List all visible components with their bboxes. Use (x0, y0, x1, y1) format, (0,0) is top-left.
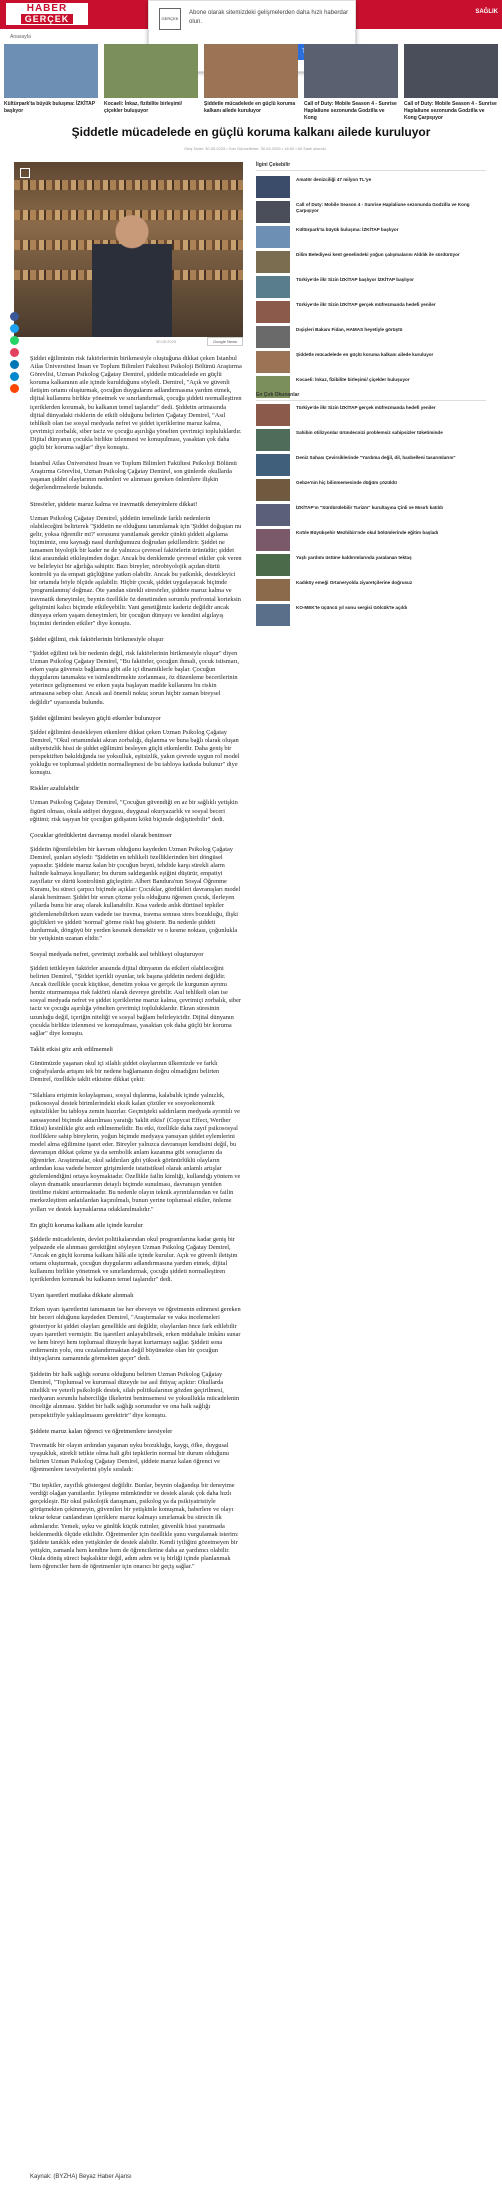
sidebar-news-thumbnail (256, 226, 290, 248)
article-paragraph: Şiddet eğilimini destekleyen etkenlere dikkat çeken Uzman Psikolog Çağatay Demirel, "Okul ortamındaki akran zorbalığı, dışlanma ve buna bağlı olarak oluşan aidiyetsizlik hissi de şiddet eğilimini besleyen güçlü etkenlerdir. Daha geniş bir perspektiften bakıldığında ise yoksulluk, eşitsizlik, yakın çevrede uygun rol model yokluğu ve toplumsal şiddetin normalleşmesi de bu tabloya katkıda bulunur" diye konuştu. (30, 728, 240, 777)
sidebar-news-thumbnail (256, 276, 290, 298)
sidebar-news-caption: Yaşlı yardımı üstüne kaldırımlarında yaralanan tektaş (296, 555, 412, 560)
sidebar-section-title: En Çok Okunanlar (256, 392, 300, 398)
article-paragraph: Şiddeti tetikleyen faktörler arasında dijital dünyanın da etkileri olabileceğini belirten Demirel, "Şiddet içerikli oyunlar, tek başına şiddetin nedeni değildir. Ancak özellikle çocuk küçükse, denetim yoksa ve gerçek ile kurgunun ayrımı henüz oturmamışsa risk faktörü olarak devreye girebilir. Asıl tehlikeli olan ise sosyal medyada nefret ve şiddet içeriklerine maruz kalma, çevrimiçi zorbalık, siber taciz ve çocuğu aşırılığa yönelten çevrimiçi topluluklardır. Ekran süresinin uzunluğu değil, içeriğin niteliği ve sosyal bağlam belirleyicidir. Dijital dünyanın çocukla birlikte izlenmesi ve konuşulması, yasaktan çok daha güçlü bir koruma sağlar" diye konuştu. (30, 965, 242, 1037)
sidebar-news-thumbnail (256, 301, 290, 323)
related-news-item[interactable] (104, 44, 198, 115)
sidebar-news-caption: Gebze'nin hiç bilinmemesinde düğüm çözüldü (296, 480, 397, 485)
article-subheading: Taklit etkisi göz ardı edilmemeli (30, 1045, 113, 1053)
hero-image (14, 162, 243, 337)
facebook-icon[interactable] (10, 312, 19, 321)
sidebar-news-caption: Türkiye'de ilk! Sizin İZKİTAP başlıyor İZKİTAP başlıyor (296, 277, 414, 282)
sidebar-news-thumbnail (256, 504, 290, 526)
article-source: Kaynak: (BYZHA) Beyaz Haber Ajansı (30, 2174, 132, 2180)
sidebar-news-thumbnail (256, 454, 290, 476)
notification-logo: GERÇEK (159, 8, 181, 30)
sidebar-news-thumbnail (256, 429, 290, 451)
sidebar-news-thumbnail (256, 251, 290, 273)
related-news-item[interactable] (204, 44, 298, 115)
reddit-icon[interactable] (10, 384, 19, 393)
sidebar-news-item[interactable] (256, 604, 492, 628)
related-news-caption: Call of Duty: Mobile Season 4 - Sunrise Haplaliune sezonunda Godzilla ve Kong Çarpışıyor (404, 101, 497, 121)
sidebar-news-item[interactable] (256, 226, 492, 250)
expand-icon[interactable] (20, 168, 30, 178)
related-news-caption: Call of Duty: Mobile Season 4 - Sunrise Haplaliune sezonunda Godzilla ve Kong (304, 101, 397, 121)
article-subheading: Riskler azaltılabilir (30, 785, 80, 793)
breadcrumb[interactable]: Anasayfa (10, 34, 31, 40)
sidebar-news-caption: Şiddetle mücadelede en güçlü koruma kalkanı ailede kuruluyor (296, 352, 434, 357)
article-body (30, 355, 242, 1579)
sidebar-news-item[interactable] (256, 201, 492, 225)
sidebar-news-thumbnail (256, 604, 290, 626)
sidebar-news-caption: KO-MEK'te üçüncü yıl sonu sergisi Gölcük'te açıldı (296, 605, 408, 610)
related-news-thumbnail (304, 44, 398, 98)
sidebar-news-item[interactable] (256, 479, 492, 503)
sidebar-news-item[interactable] (256, 301, 492, 325)
related-news-thumbnail (404, 44, 498, 98)
sidebar-news-caption: Dışişleri Bakanı Fidan, HAMAS heyetiyle görüştü (296, 327, 403, 332)
related-news-item[interactable] (404, 44, 498, 122)
sidebar-news-thumbnail (256, 554, 290, 576)
sidebar-news-item[interactable] (256, 554, 492, 578)
article-paragraph: Uzman Psikolog Çağatay Demirel, şiddetin temelinde farklı nedenlerin olabileceğini belirterek "Şiddetin ne olduğunu tanımlamak için 'Şiddet doğuştan mı gelir, yoksa öğrenilir mi?' sorusunu yanıtlamak gerekir çünkü şiddeti algılama biçimimiz, onu kaynağı nasıl durduğumuzu doğrudan şekillendirir. Şiddet ne tamamen biyolojik bir kader ne de yalnızca çevresel faktörlerin ürünüdür; şiddet ikisi arasındaki etkileşimden doğar. Ancak bu denklemde çevresel etkiler çok veren ve belirleyici bir ağırlığa sahiptir. Bazı bireyler, nörobiyolojik açıdan dürtü kontrolü ya da empati güçlüğüne yatkın olabilir. Ancak bu yatkınlık, destekleyici bir ortamda böyle ölçüde aşılabilir. Hiçbir çocuk, şiddet uygulayacak biçimde 'programlanmış' doğmaz. Öte yandan sürekli stresörler, şiddete maruz kalma ve travmatik deneyimler, beynin özellikle öz denetimden sorumlu prefrontal korteksin gelişimini kalıcı biçimde etkileyebilir. Yani genetiğimiz kaderiz değildir ancak dünyaya erken yaşam deneyimleri, bir çocuğun dünyayı ve kendini algılayış biçimini derinden etkiler" diye konuştu. (30, 514, 242, 627)
sidebar-news-item[interactable] (256, 504, 492, 528)
sidebar-news-caption: Kırtıle Büyükşehir Mezhibin'nde okul bölümlerinde eğitim başladı (296, 530, 439, 535)
article-subheading: Şiddete maruz kalan öğrenci ve öğretmenlere tavsiyeler (30, 1427, 173, 1435)
nav-item-saglik[interactable]: SAĞLIK (475, 9, 498, 15)
related-news-caption: Kocaeli: İnkaz, fizibilite birleşimi/ çiçekler buluşuyor (104, 101, 183, 114)
logo-line2: GERÇEK (21, 14, 74, 24)
article-subheading: Şiddet eğilimi, risk faktörlerinin birikmesiyle oluşur (30, 635, 164, 643)
article-paragraph: Şiddetin öğrenilebilen bir kavram olduğunu kaydeden Uzman Psikolog Çağatay Demirel, şunları söyledi: "Şiddetin en tehlikeli özelliklerinden biri döngüsel yapısıdır. Şiddete maruz kalan bir çocuğun beyni, tehdide karşı sürekli alarm halinde kalmaya koşullanır; bu durum saldırganlık eşiğini düşürür, empatiyi zayıflatır ve dürtü kontrolünü güçleştirir. Albert Bandura'nın Sosyal Öğrenme Kuramı, bu süreci çarpıcı biçimde açıklar: Çocuklar, gördükleri davranışları model alarak benimser. Şiddet bir sorun çözme yolu olduğunu öğrenen çocuk, ilerleyen yıllarda bunu bir araç olarak kullanabilir. Kısa vadede anlık dürtüsel tepkiler gözlemlenebilirken uzun vadede ise travma, travma sonrası stres bozukluğu, ilişki güçlükleri ve şiddeti 'normal' görme riski baş gösterir. Bu nedenle şiddeti durdurmak, döngüyü bir yerden kesmek demektir ve o kesme noktası, çoğunlukla bir yetişkinin uzanan elidir." (30, 845, 241, 942)
hero-person (92, 202, 172, 337)
sidebar-news-thumbnail (256, 404, 290, 426)
sidebar-news-caption: İZKİTAP'ın "Sürdürülebilir Turizm" kurultayına Çinli ve Mısırlı katıldı (296, 505, 443, 510)
sidebar-news-thumbnail (256, 176, 290, 198)
related-news-thumbnail (104, 44, 198, 98)
article-title: Şiddetle mücadelede en güçlü koruma kalkanı ailede kuruluyor (71, 125, 431, 139)
article-paragraph: Travmatik bir olayın ardından yaşanan uyku bozukluğu, kaygı, öfke, duygusal uyuşukluk, sürekli tetikte olma hali gibi tepkilerin normal bir durum olduğunu belirten Uzman Psikolog Çağatay Demirel, şiddete maruz kalan öğrenci ve öğretmenlere tavsiyelerini şöyle sıraladı: (30, 1441, 229, 1473)
sidebar-news-thumbnail (256, 529, 290, 551)
article-paragraph: "Bu tepkiler, zayıflık göstergesi değildir. Bunlar, beynin olağandışı bir deneyime verdiği olağan yanıtlardır. İyileşme mümkündür ve destek alarak çok daha hızlı gerçekleşir. Bir okul psikolojik danışmanı, psikolog ya da psikiyatristiyle görüşmekten çekinmeyin, güvenilen bir yetişkinle konuşmak, haberlere ve olayı tekrar tekrar canlandıran içeriklere maruz kalmayı sınırlamak bu sürecin ilk adımlarıdır. Yemek, uyku ve günlük küçük rutinler, güvenlik hissi yaratmada beklenmedik ölçüde etkilidir. Öğretmenler için özellikle şunu vurgulamak isterim: Şiddete tanıklık eden yetişkinler de destek alabilir. Kendi iyiliğini gözetmeyen bir yetişkin, zamanla hem kendine hem de öğrencilerine daha az yardımcı olabilir. Okula dönüş süreci başkalıktır değil, adım adım ve iş birliği içinde planlanmak hem öğrenciler hem de öğretmenler için onarıcı bir geçiş sağlar." (30, 1482, 239, 1570)
sidebar-news-caption: Dilim Belediyesi kent genelindeki yoğun çalışmalarını Aldılık ile sürdürüyor (296, 252, 460, 257)
article-paragraph: Günümüzde yaşanan okul içi silahlı şiddet olaylarının ülkemizde ve farklı coğrafyalarda artışını tek bir nedene bağlamanın doğru olmadığını belirten Demirel, özellikle taklit etkisine dikkat çekti: (30, 1059, 220, 1084)
sidebar-news-item[interactable] (256, 251, 492, 275)
article-paragraph: Erken uyarı işaretlerini tanımanın ise her ebeveyn ve öğretmenin edinmesi gereken bir beceri olduğunu kaydeden Demirel, "Araştırmalar ve vaka incelemeleri gösteriyor ki şiddet olayları genellikle ani değildir, olaylardan önce fark edilebilir uyarı işaretleri vermiştir. Bu işaretleri anlayabilirsek, erken müdahale imkânı sunar ve hem bireyi hem toplumsal düzeyde hayat kurtarmayı sağlar. Şiddeti sona erdirmenin yolu, onu cezalandırmaktan değil büyümekte olan bir çocuğun ihtiyaçlarını zamanında görmekten geçer" dedi. (30, 1306, 241, 1362)
article-subheading: Stresörler, şiddete maruz kalma ve travmatik deneyimlere dikkat! (30, 500, 198, 508)
sidebar-news-caption: Sahibin otilizyonlar üründecnizi problemsiz sahipsizler tüketiminde (296, 430, 443, 435)
sidebar-news-item[interactable] (256, 326, 492, 350)
sidebar-news-caption: Call of Duty: Mobile Season 4 - Sunrise Haplaliune sezonunda Godzilla ve Kong Çarpışıyor (296, 202, 470, 213)
sidebar-news-item[interactable] (256, 529, 492, 553)
related-news-thumbnail (4, 44, 98, 98)
twitter-icon[interactable] (10, 324, 19, 333)
sidebar-news-item[interactable] (256, 579, 492, 603)
sidebar-news-item[interactable] (256, 429, 492, 453)
article-paragraph: İstanbul Atlas Üniversitesi İnsan ve Toplum Bilimleri Fakültesi Psikoloji Bölümü Araştırma Görevlisi, Uzman Psikolog Çağatay Demirel, son günlerde okullarda yaşanan şiddet olaylarının nedenleri ve alınması gereken önlemlere ilişkin değerlendirmelerde bulundu. (30, 460, 237, 492)
sidebar-news-caption: Deniz Sahası Çevirsiklerinde "Yardıma değil, dil, hasbelleni tasarımlarını" (296, 455, 456, 460)
related-news-caption: Kültürpark'ta büyük buluşma: İZKİTAP başlıyor (4, 101, 96, 114)
sidebar-news-thumbnail (256, 479, 290, 501)
related-news-item[interactable] (304, 44, 398, 122)
related-news-item[interactable] (4, 44, 98, 115)
article-subheading: Uyarı işaretleri mutlaka dikkate alınmalı (30, 1292, 134, 1300)
bookshelf-decoration (14, 180, 243, 190)
sidebar-news-caption: Türkiye'de ilk! Sizin İZKİTAP gerçek müfrezmanda hedefi yeniler (296, 302, 436, 307)
article-paragraph: "Şiddet eğilimi tek bir nedenin değil, risk faktörlerinin birikmesiyle oluşur" diyen Uzman Psikolog Çağatay Demirel, "Bu faktörler, çocuğun ihmali, çocuk istismarı, erken yaşta güvensiz bağlanma gibi aile içi dinamiklerle başlar. Çocuğun duygularını tanımakta ve isimlendirmekte zorlanması, öz düzenleme becerilerinin yeterince gelişmemesi ve erken yaşta başlayan madde kullanımı bu riskin artmasına sebep olur. Ancak asıl önemli nokta; sorun hiçbir zaman bireysel değildir" uyarısında bulundu. (30, 650, 239, 706)
telegram-icon[interactable] (10, 372, 19, 381)
logo-line1: HABER (26, 3, 68, 14)
notification-text: Abone olarak sitemizdeki gelişmelerden daha hızlı haberdar olun. (189, 10, 349, 25)
sidebar-news-caption: Kocaeli: İnkaz, fizibilite birleşimi/ çiçekler buluşuyor (296, 377, 410, 382)
sidebar-news-item[interactable] (256, 176, 492, 200)
article-subheading: En güçlü koruma kalkanı aile içinde kurulur (30, 1221, 143, 1229)
related-news-thumbnail (204, 44, 298, 98)
article-paragraph: Şiddet eğiliminin risk faktörlerinin birikmesiyle oluştuğuna dikkat çeken İstanbul Atlas Üniversitesi İnsan ve Toplum Bilimleri Fakültesi Psikoloji Bölümü Araştırma Görevlisi, Uzman Psikolog Çağatay Demirel, şiddetle mücadelede en güçlü koruma kalkanının aile içinde kurulduğunu söyledi. Demirel, "Açık ve güvenli iletişim ortamı oluşturmak, çocuğun duygularını adlandırmasına yardım etmek, dijital kullanımı birlikte yönetmek ve sınırlandırmak, çocuğu şiddeti normalleştiren içeriklerden korumak, bu kalkanın temel taşlarıdır" dedi. Şiddetin artmasında dijital dünyadaki risklerin de etkili olduğunu belirten Çağatay Demirel, "Asıl tehlikeli olan ise sosyal medyada nefret ve şiddet içeriklerine maruz kalma, çevrimiçi zorbalık, siber taciz ve çocuğu aşırılığa yönelten çevrimiçi topluluklardır. Dijital dünyanın çocukla birlikte izlenmesi ve konuşulması, yasaktan çok daha güçlü bir koruma sağlar" diye konuştu. (30, 355, 242, 452)
article-subheading: Şiddet eğilimini besleyen güçlü etkenler bulunuyor (30, 714, 161, 722)
hero-caption: 30.05.2025 (156, 339, 177, 344)
google-news-button[interactable]: Google News (207, 337, 243, 346)
sidebar-news-thumbnail (256, 326, 290, 348)
article-subheading: Sosyal medyada nefret, çevrimiçi zorbalık asıl tehlikeyi oluşturuyor (30, 950, 204, 958)
sidebar-news-item[interactable] (256, 404, 492, 428)
sidebar-news-caption: Kültürpark'ta büyük buluşma: İZKİTAP başlıyor (296, 227, 399, 232)
article-paragraph: Şiddetin bir halk sağlığı sorunu olduğunu belirten Uzman Psikolog Çağatay Demirel, "Toplumsal ve kurumsal düzeyde ise asıl ihtiyaç açıktır: Okullarda nitelikli ve yeterli psikolojik destek, silah politikalarının gözden geçirilmesi, medyanın sorumlu haberciliğe ilkelerini benimsemesi ve yoksullukla mücadelenin önceliğe alınması. Şiddet bir halk sağlığı sorunudur ve ona halk sağlığı perspektifiyle yaklaşılmasını gerektirir" diye konuştu. (30, 1371, 240, 1419)
article-paragraph: "Silahlara erişimin kolaylaşması, sosyal dışlanma, kalabalık içinde yalnızlık, psikososyal destek birimlerindeki eksik kalan çözüler ve sosyoekonomik eşitsizlikler bu tabloya zemin hazırlar. Geçmişteki saldırıların medyada ayrıntılı ve sansasyonel biçimde aktarılması yaratığı 'taklit etkisi' (Copycat Effect, Werther Etkisi) kesinlikle göz ardı edilmemelidir. Bu etki, özellikle daha zayıf psikososyal özelliklere sahip bireylerin, yoğun biçimde medyaya yansıyan şiddet eylemlerini model alma eğilimine işaret eder. Bireyler yalnızca davranışın kendisini değil, bu davranışın dikkat çekme ya da sembolik anlam kazanma gibi sonuçlarını da öğrenirler. Araştırmalar, okul saldırıları gibi yüksek görünürlüklü olayların ardından kısa vadede benzer girişimlerde istatistiksel olarak anlamlı artışlar gözlemlendiğini ortaya koymaktadır. Özellikle failin kimliği, kullandığı yöntem ve olayın dramatik unsurlarının detaylı biçimde sunulması, davranışın yeniden üretilme riskini arttırmaktadır. Bu nedenle olayın teknik ayrıntılarından ve failin merkezleştiren anlatılardan kaçınılmalı, bunun yerine toplumsal etkiler, önleme yolları ve destek kaynaklarına odaklanılmalıdır." (30, 1092, 241, 1213)
sidebar-news-item[interactable] (256, 351, 492, 375)
related-news-caption: Şiddetle mücadelede en güçlü koruma kalkanı ailede kuruluyor (204, 101, 296, 114)
article-paragraph: Uzman Psikolog Çağatay Demirel, "Çocuğun güvendiği en az bir sağlıklı yetişkin figürü olması, okula aidiyet duygusu, duygusal okuryazarlık ve sosyal beceri eğitimi; risk taşıyan bir çocuğun gidişatını kökü biçimde değiştirebilir" dedi. (30, 799, 238, 823)
article-subheading: Çocuklar gördüklerini davranışı model olarak benimser (30, 831, 172, 839)
sidebar-news-item[interactable] (256, 276, 492, 300)
sidebar-section-title: İlgini Çekebilir (256, 162, 291, 168)
site-logo[interactable] (5, 2, 89, 26)
sidebar-news-thumbnail (256, 201, 290, 223)
article-meta: Giriş Tarihi: 30.05.2025 • Son Güncelleme: 30.05.2025 • 16:00 • 60 Saat okundu (184, 146, 326, 151)
whatsapp-icon[interactable] (10, 336, 19, 345)
sidebar-news-caption: Amatör denizciliği 47 milyon TL'ye (296, 177, 372, 182)
sidebar-news-item[interactable] (256, 454, 492, 478)
instagram-icon[interactable] (10, 348, 19, 357)
linkedin-icon[interactable] (10, 360, 19, 369)
article-paragraph: Şiddetle mücadelenin, devlet politikalarından okul programlarına kadar geniş bir yelpazede ele alınması gerektiğini söyleyen Uzman Psikolog Çağatay Demirel, "Ancak en güçlü koruma kalkanı hâlâ aile içinde kurulur. Açık ve güvenli iletişim ortamı oluşturmak, çocuğun duygularını adlandırmasına yardım etmek, dijital kullanımı birlikte yönetmek ve sınırlandırmak, çocuğu şiddeti normalleştiren içeriklerden korumak bu kalkanın temel taşlarıdır" dedi. (30, 1235, 238, 1284)
sidebar-news-caption: Kadıköy emeği Ortaneryolda ziyaretçilerine doğrusuz (296, 580, 413, 585)
sidebar-news-thumbnail (256, 579, 290, 601)
sidebar-news-thumbnail (256, 351, 290, 373)
sidebar-news-caption: Türkiye'de ilk! Sizin İZKİTAP gerçek müfrezmanda hedefi yeniler (296, 405, 436, 410)
